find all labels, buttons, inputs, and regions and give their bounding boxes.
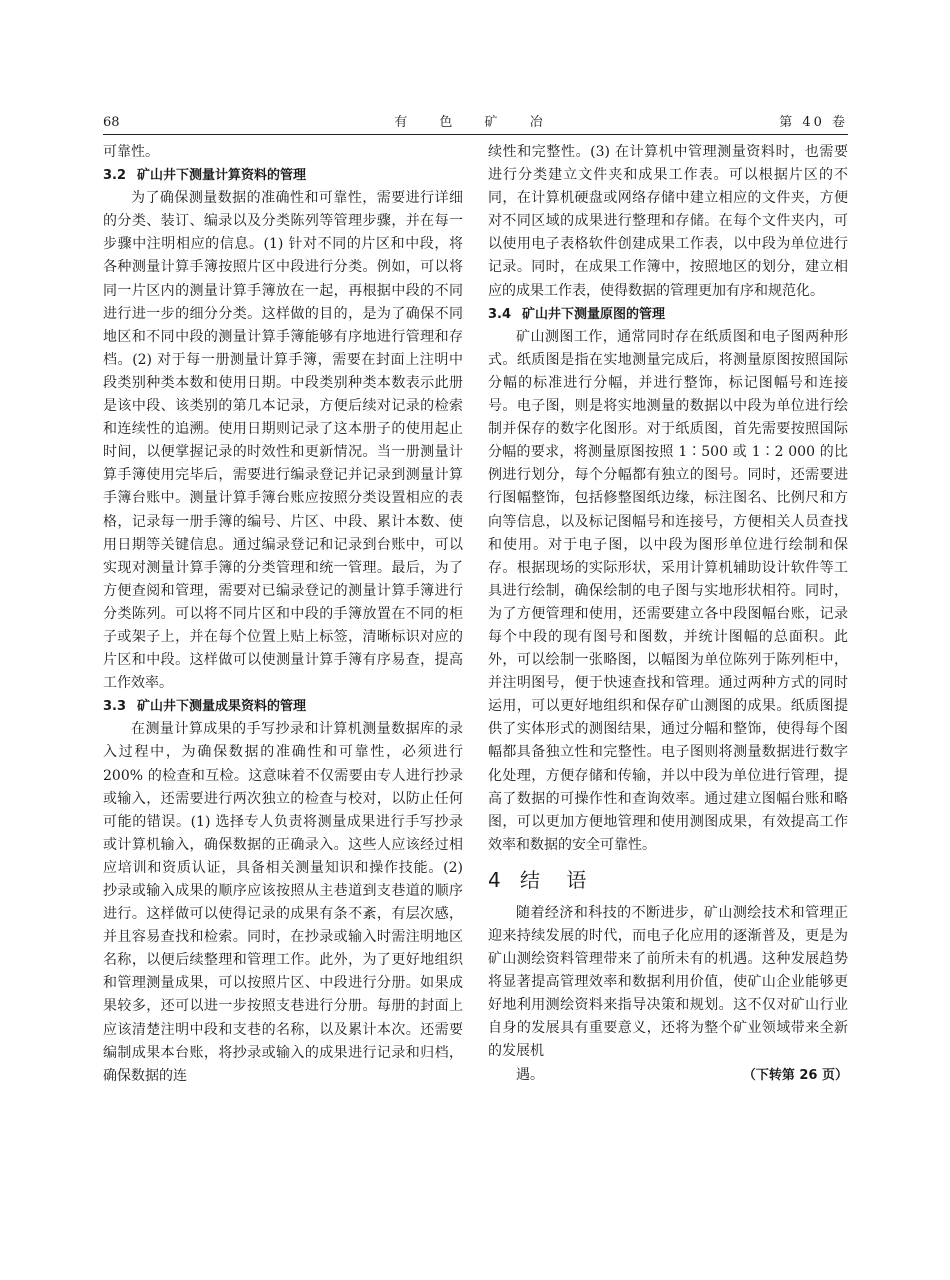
running-header — [103, 113, 848, 133]
section-3-4-heading — [488, 303, 848, 326]
section-title: 矿山井下测量计算资料的管理 — [137, 168, 307, 184]
carryover-text: 可靠性。 — [103, 144, 159, 160]
right-column — [488, 141, 848, 1087]
conclusion-last-line — [488, 1064, 848, 1087]
section-title: 矿山井下测量原图的管理 — [522, 306, 666, 322]
section-number: 3.4 — [488, 306, 512, 322]
journal-name: 有 色 矿 冶 — [394, 115, 557, 130]
left-column — [103, 141, 463, 1088]
continuation-paragraph: 续性和完整性。(3) 在计算机中管理测量资料时，也需要进行分类建立文件夹和成果工作表。可以根据片区的不同，在计算机硬盘或网络存储中建立相应的文件夹，方便对不同区域的成果进行整理和存储。在每个文件夹内，可以使用电子表格软件创建成果工作表，以中段为单位进行记录。同时，在成果工作簿中，按照地区的划分，建立相应的成果工作表，使得数据的管理更加有序和规范化。 — [488, 144, 848, 299]
continued-on-note: （下转第 26 页） — [742, 1067, 848, 1083]
section-title: 矿山井下测量成果资料的管理 — [137, 699, 307, 715]
section-3-2-heading — [103, 164, 463, 187]
volume-number: 第 40 卷 — [779, 115, 848, 130]
section-number: 3.3 — [103, 699, 127, 715]
section-4-heading — [488, 865, 848, 895]
section-number: 4 — [488, 867, 501, 892]
conclusion-last-text: 遇。 — [516, 1066, 544, 1083]
section-3-3-heading — [103, 695, 463, 718]
section-3-3-paragraph: 在测量计算成果的手写抄录和计算机测量数据库的录入过程中，为确保数据的准确性和可靠性，必须进行 200% 的检查和互检。这意味着不仅需要由专人进行抄录或输入，还需要进行两次独立的检查与校对，以防止任何可能的错误。(1) 选择专人负责将测量成果进行手写抄录或计算机输入，确保数据的正确录入。这些人应该经过相应培训和资质认证，具备相关测量知识和操作技能。(2) 抄录或输入成果的顺序应该按照从主巷道到支巷道的顺序进行。这样做可以使得记录的成果有条不紊，有层次感，并且容易查找和检索。同时，在抄录或输入时需注明地区名称，以便后续整理和管理工作。此外，为了更好地组织和管理测量成果，可以按照片区、中段进行分册。如果成果较多，还可以进一步按照支巷进行分册。每册的封面上应该清楚注明中段和支巷的名称，以及累计本次。还需要编制成果本台账，将抄录或输入的成果进行记录和归档，确保数据的连 — [103, 721, 463, 1084]
section-3-4-paragraph: 矿山测图工作，通常同时存在纸质图和电子图两种形式。纸质图是指在实地测量完成后，将测量原图按照国际分幅的标准进行分幅，并进行整饰，标记图幅号和连接号。电子图，则是将实地测量的数据以中段为单位进行绘制并保存的数字化图形。对于纸质图，首先需要按照国际分幅的要求，将测量原图按照 1∶500 或 1∶2 000 的比例进行划分，每个分幅都有独立的图号。同时，还需要进行图幅整饰，包括修整图纸边缘，标注图名、比例尺和方向等信息，以及标记图幅号和连接号，方便相关人员查找和使用。对于电子图，以中段为图形单位进行绘制和保存。根据现场的实际形状，采用计算机辅助设计软件等工具进行绘制，确保绘制的电子图与实地形状相符。同时，为了方便管理和使用，还需要建立各中段图幅台账，记录每个中段的现有图号和图数，并统计图幅的总面积。此外，可以绘制一张略图，以幅图为单位陈列于陈列柜中，并注明图号，便于快速查找和管理。通过两种方式的同时运用，可以更好地组织和保存矿山测图的成果。纸质图提供了实体形式的测图结果，通过分幅和整饰，使得每个图幅都具备独立性和完整性。电子图则将测量数据进行数字化处理，方便存储和传输，并以中段为单位进行管理，提高了数据的可操作性和查询效率。通过建立图幅台账和略图，可以更加方便地管理和使用测图成果，有效提高工作效率和数据的安全可靠性。 — [488, 328, 848, 853]
page-number: 68 — [103, 115, 120, 130]
section-number: 3.2 — [103, 168, 127, 184]
section-3-2-paragraph: 为了确保测量数据的准确性和可靠性，需要进行详细的分类、装订、编录以及分类陈列等管理步骤，并在每一步骤中注明相应的信息。(1) 针对不同的片区和中段，将各种测量计算手簿按照片区中段进行分类。例如，可以将同一片区内的测量计算手簿放在一起，再根据中段的不同进行进一步的细分分类。这样做的目的，是为了确保不同地区和不同中段的测量计算手簿能够有序地进行管理和存档。(2) 对于每一册测量计算手簿，需要在封面上注明中段类别种类本数和使用日期。中段类别种类本数表示此册是该中段、该类别的第几本记录，方便后续对记录的检索和连续性的追溯。使用日期则记录了这本册子的使用起止时间，以便掌握记录的时效性和更新情况。当一册测量计算手簿使用完毕后，需要进行编录登记并记录到测量计算手簿台账中。测量计算手簿台账应按照分类设置相应的表格，记录每一册手簿的编号、片区、中段、累计本数、使用日期等关键信息。通过编录登记和记录到台账中，可以实现对测量计算手簿的分类管理和统一管理。最后，为了方便查阅和管理，需要对已编录登记的测量计算手簿进行分类陈列。可以将不同片区和中段的手簿放置在不同的柜子或架子上，并在每个位置上贴上标签，清晰标识对应的片区和中段。这样做可以使测量计算手簿有序易查，提高工作效率。 — [103, 190, 463, 692]
header-rule — [103, 134, 848, 135]
conclusion-paragraph: 随着经济和科技的不断进步，矿山测绘技术和管理正迎来持续发展的时代，而电子化应用的逐渐普及，更是为矿山测绘资料管理带来了前所未有的机遇。这种发展趋势将显著提高管理效率和数据利用价值，使矿山企业能够更好地利用测绘资料来指导决策和规划。这不仅对矿山行业自身的发展具有重要意义，还将为整个矿业领域带来全新的发展机 — [488, 904, 848, 1060]
section-title: 结 语 — [520, 867, 597, 892]
